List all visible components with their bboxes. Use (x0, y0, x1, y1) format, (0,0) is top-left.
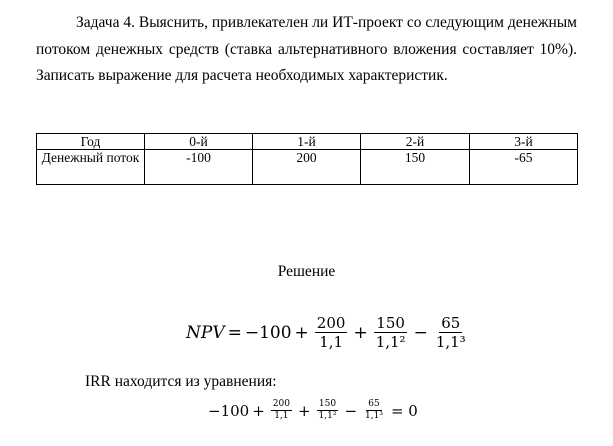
header-cell-year: Год (37, 134, 145, 150)
plus-sign: + (294, 322, 309, 343)
irr-fraction-2 (317, 400, 339, 422)
fraction-numerator: 200 (316, 314, 346, 332)
header-cell-2: 2-й (361, 134, 470, 150)
npv-fraction-1 (315, 315, 348, 351)
cash-flow-1: 200 (253, 150, 361, 185)
plus-sign: + (252, 401, 265, 420)
irr-fraction-1 (271, 400, 292, 422)
irr-fraction-3 (363, 400, 385, 422)
npv-formula (186, 315, 471, 351)
plus-sign: + (353, 322, 368, 343)
row-label: Денежный поток (37, 150, 145, 185)
npv-fraction-2 (374, 315, 408, 351)
cash-flow-table (36, 133, 578, 185)
fraction-denominator: 1,1² (318, 410, 337, 421)
equals-zero: = 0 (390, 401, 418, 420)
problem-statement (36, 10, 577, 90)
plus-sign: + (297, 401, 311, 420)
npv-initial-term: −100 (244, 322, 292, 343)
header-cell-3: 3-й (470, 134, 578, 150)
solution-heading: Решение (277, 263, 336, 280)
fraction-denominator: 1,1² (375, 332, 406, 351)
minus-sign: − (344, 401, 358, 420)
header-cell-1: 1-й (253, 134, 361, 150)
minus-sign: − (413, 322, 428, 343)
cash-flow-3: -65 (470, 150, 578, 185)
irr-caption: IRR находится из уравнения: (85, 373, 277, 390)
fraction-denominator: 1,1 (319, 332, 344, 351)
problem-text: Задача 4. Выяснить, привлекателен ли ИТ-проект со следующим денежным потоком денежных средств (ставка альтернативного вложения составляет 10%). Записать выражение для расчета необходимых характеристик. (36, 14, 577, 84)
fraction-numerator: 150 (376, 314, 405, 332)
npv-symbol: NPV (186, 322, 225, 343)
npv-fraction-3 (434, 315, 468, 351)
table-header-row (37, 134, 578, 150)
header-cell-0: 0-й (145, 134, 253, 150)
fraction-denominator: 1,1 (274, 410, 289, 421)
cash-flow-0: -100 (145, 150, 253, 185)
table-row-cash-flow (37, 150, 578, 185)
fraction-denominator: 1,1³ (365, 410, 383, 421)
cash-flow-2: 150 (361, 150, 470, 185)
fraction-numerator: 65 (441, 314, 461, 332)
irr-equation (208, 400, 421, 422)
equals-sign: = (227, 322, 242, 343)
fraction-numerator: 200 (272, 399, 290, 409)
fraction-numerator: 65 (368, 399, 380, 409)
irr-initial-term: −100 (208, 401, 250, 420)
fraction-denominator: 1,1³ (435, 332, 466, 351)
fraction-numerator: 150 (318, 399, 337, 409)
